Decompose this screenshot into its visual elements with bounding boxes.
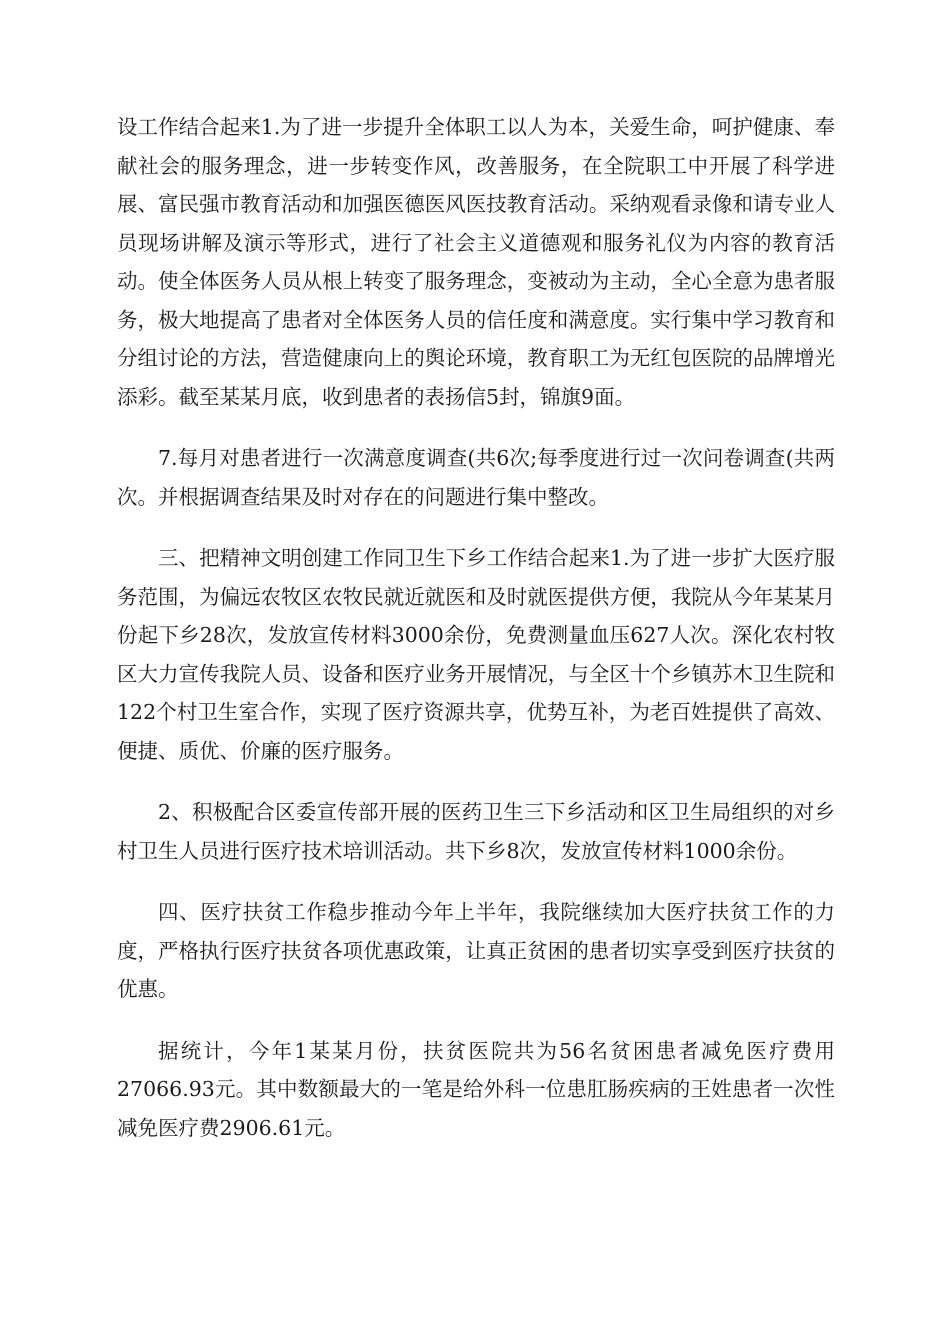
paragraph-section-three: 三、把精神文明创建工作同卫生下乡工作结合起来1.为了进一步扩大医疗服务范围，为偏远农牧区农牧民就近就医和及时就医提供方便，我院从今年某某月份起下乡28次，发放宣传材料3000余份，免费测量血压627人次。深化农村牧区大力宣传我院人员、设备和医疗业务开展情况，与全区十个乡镇苏木卫生院和122个村卫生室合作，实现了医疗资源共享，优势互补，为老百姓提供了高效、便捷、质优、价廉的医疗服务。 <box>117 546 835 763</box>
paragraph-section-four: 四、医疗扶贫工作稳步推动今年上半年，我院继续加大医疗扶贫工作的力度，严格执行医疗扶贫各项优惠政策，让真正贫困的患者切实享受到医疗扶贫的优惠。 <box>117 900 835 1001</box>
document-body <box>117 108 835 1170</box>
paragraph-statistics: 据统计，今年1某某月份，扶贫医院共为56名贫困患者减免医疗费用27066.93元。其中数额最大的一笔是给外科一位患肛肠疾病的王姓患者一次性减免医疗费2906.61元。 <box>117 1038 835 1140</box>
paragraph-satisfaction-survey: 7.每月对患者进行一次满意度调查(共6次;每季度进行过一次问卷调查(共两次。并根据调查结果及时对存在的问题进行集中整改。 <box>117 446 835 509</box>
paragraph-continuation: 设工作结合起来1.为了进一步提升全体职工以人为本，关爱生命，呵护健康、奉献社会的服务理念，进一步转变作风，改善服务，在全院职工中开展了科学进展、富民强市教育活动和加强医德医风医技教育活动。采纳观看录像和请专业人员现场讲解及演示等形式，进行了社会主义道德观和服务礼仪为内容的教育活动。使全体医务人员从根上转变了服务理念，变被动为主动，全心全意为患者服务，极大地提高了患者对全体医务人员的信任度和满意度。实行集中学习教育和分组讨论的方法，营造健康向上的舆论环境，教育职工为无红包医院的品牌增光添彩。截至某某月底，收到患者的表扬信5封，锦旗9面。 <box>117 115 835 409</box>
paragraph-three-rural-activities: 2、积极配合区委宣传部开展的医药卫生三下乡活动和区卫生局组织的对乡村卫生人员进行医疗技术培训活动。共下乡8次，发放宣传材料1000余份。 <box>117 800 835 863</box>
